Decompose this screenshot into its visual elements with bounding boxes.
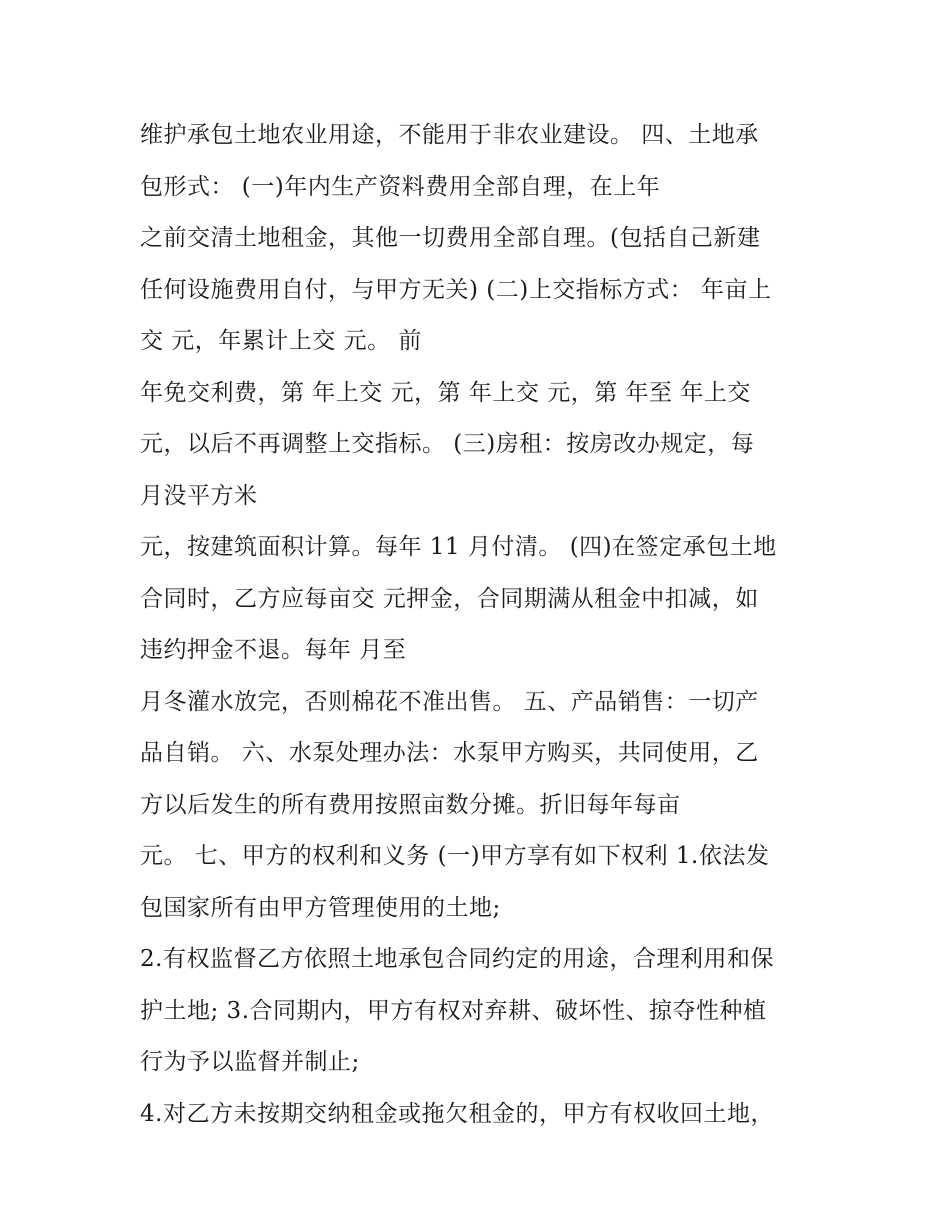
text-line: 维护承包土地农业用途，不能用于非农业建设。 四、土地承 [140,122,759,148]
text-line: 元。 七、甲方的权利和义务 (一)甲方享有如下权利 1.依法发 [140,843,770,869]
text-line: 交 元，年累计上交 元。 前 [140,328,422,354]
text-line: 元，以后不再调整上交指标。 (三)房租：按房改办规定，每 [140,431,755,457]
text-line: 品自销。 六、水泵处理办法：水泵甲方购买，共同使用，乙 [140,740,759,766]
text-line: 违约押金不退。每年 月至 [140,637,407,663]
text-line: 月冬灌水放完，否则棉花不准出售。 五、产品销售：一切产 [140,688,759,715]
text-line: 元，按建筑面积计算。每年 11 月付清。 (四)在签定承包土地 [140,534,777,560]
contract-text-block [140,110,820,1140]
text-line: 合同时，乙方应每亩交 元押金，合同期满从租金中扣减，如 [140,585,759,612]
text-line: 年免交利费，第 年上交 元，第 年上交 元，第 年至 年上交 [140,379,751,406]
text-line: 行为予以监督并制止; [140,1049,360,1075]
text-line: 4.对乙方未按期交纳租金或拖欠租金的，甲方有权收回土地， [140,1100,774,1127]
text-line: 方以后发生的所有费用按照亩数分摊。折旧每年每亩 [140,791,681,818]
text-line: 任何设施费用自付，与甲方无关) (二)上交指标方式： 年亩上 [140,276,772,303]
text-line: 月没平方米 [140,482,258,509]
text-line: 2.有权监督乙方依照土地承包合同约定的用途，合理利用和保 [140,946,774,972]
text-line: 包形式： (一)年内生产资料费用全部自理，在上年 [140,173,661,200]
text-line: 护土地; 3.合同期内，甲方有权对弃耕、破坏性、掠夺性种植 [140,997,767,1024]
text-line: 之前交清土地租金，其他一切费用全部自理。(包括自己新建 [140,225,761,251]
text-line: 包国家所有由甲方管理使用的土地; [140,894,501,921]
